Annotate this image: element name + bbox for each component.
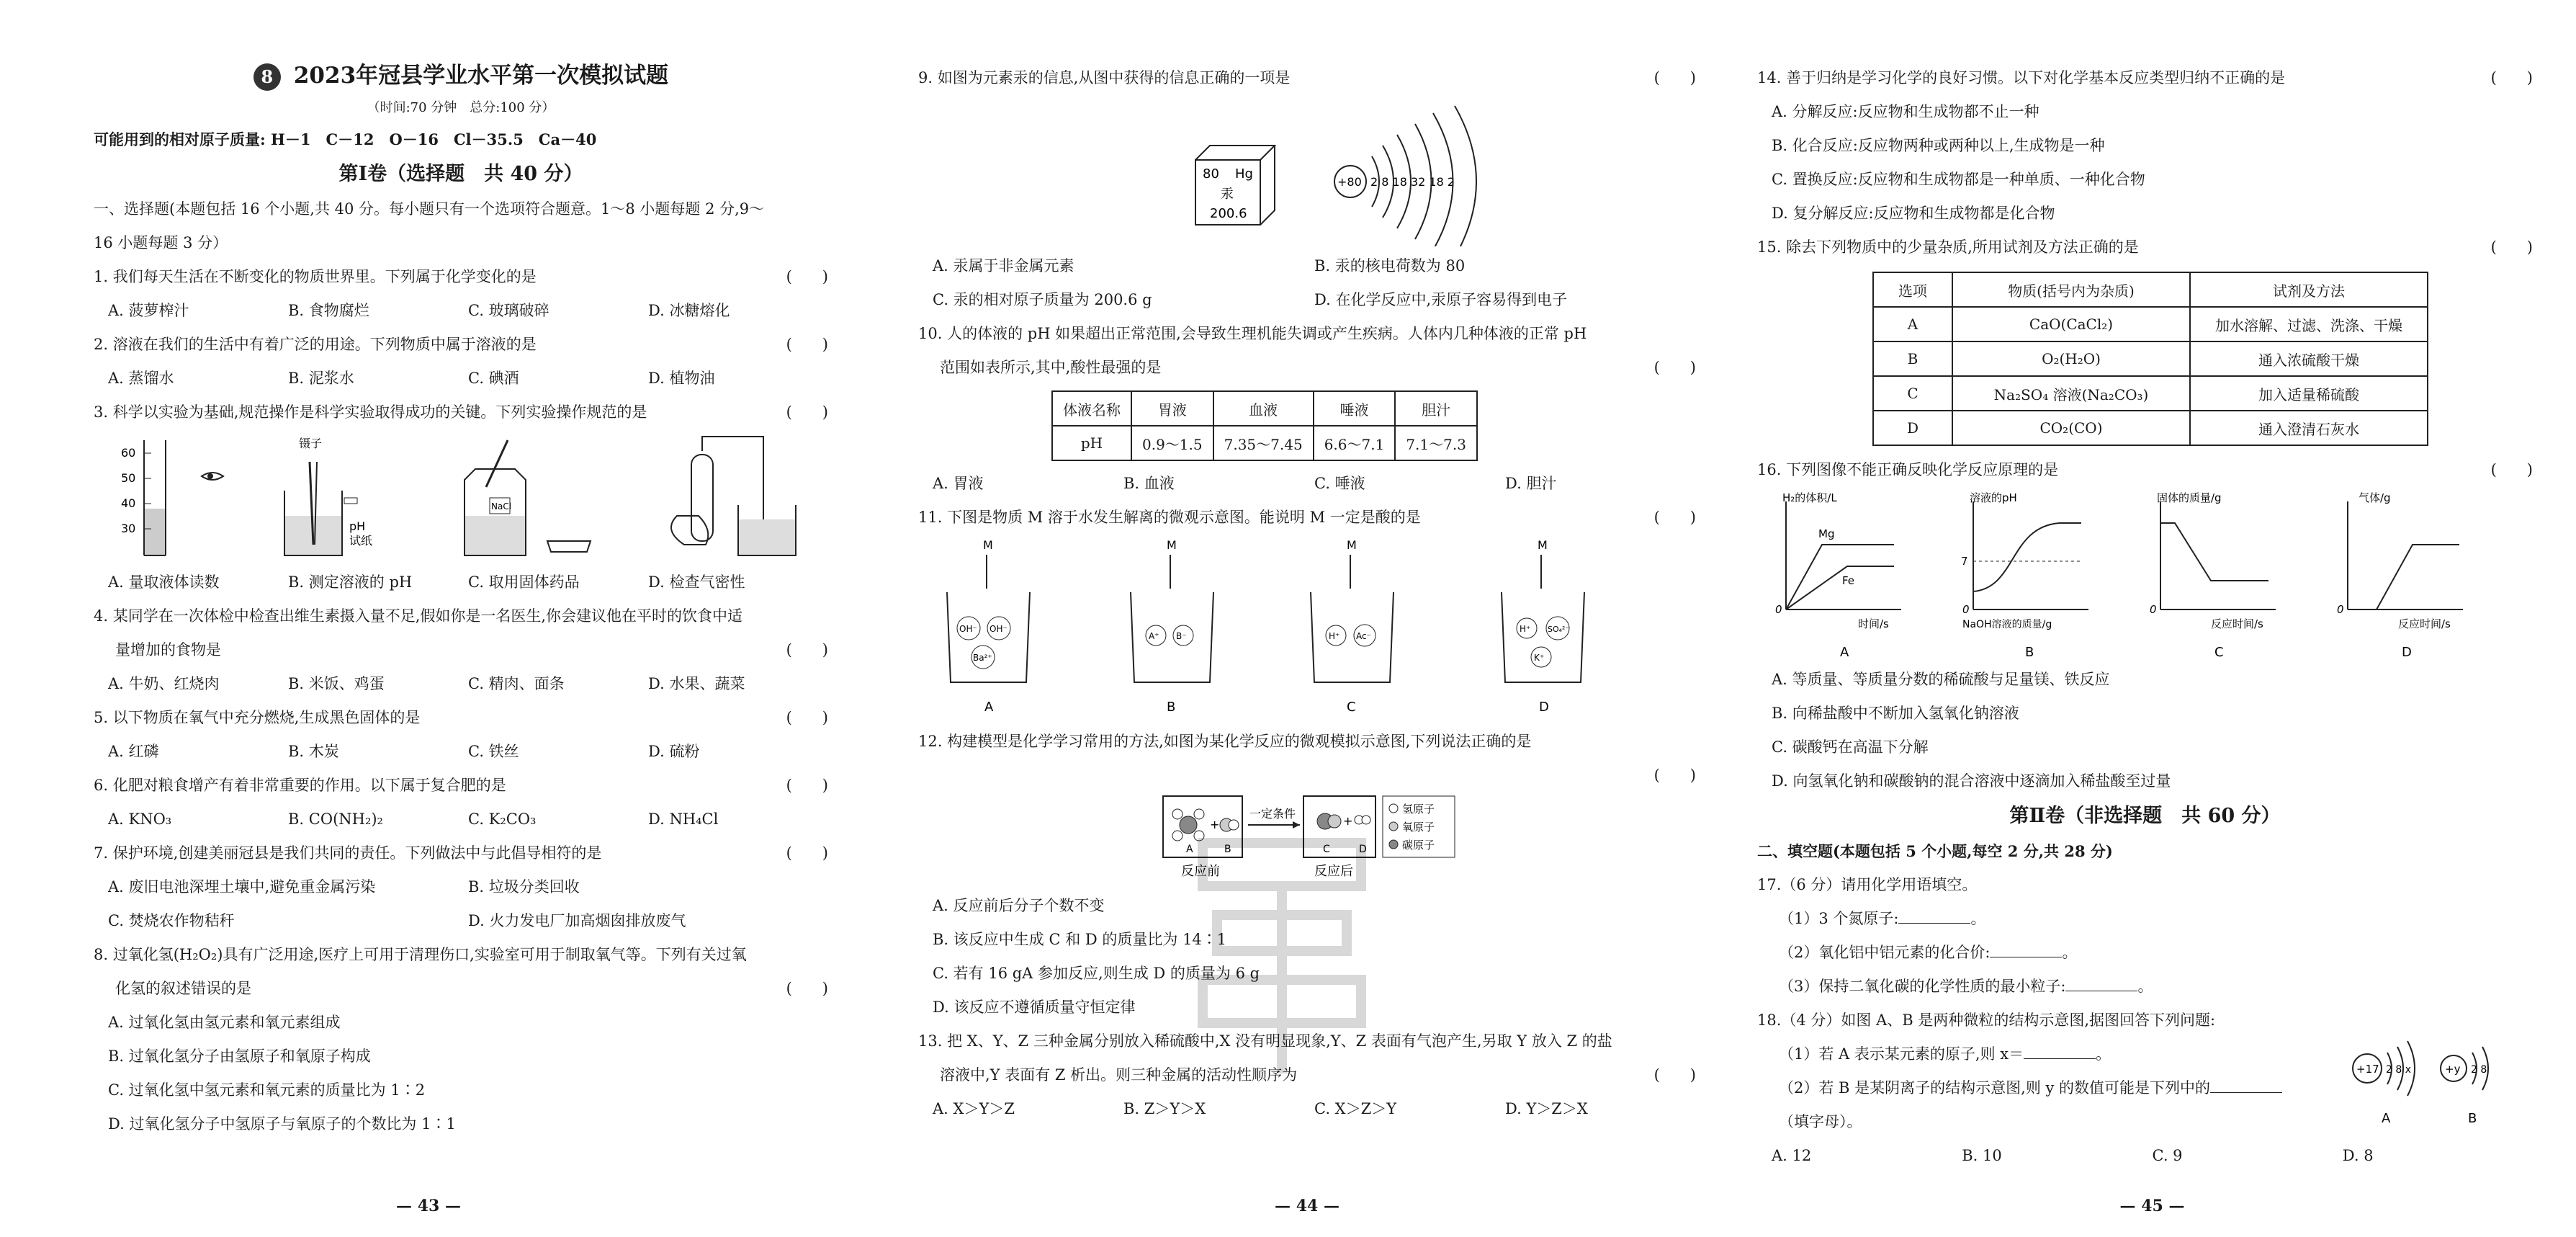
svg-text:C: C (1323, 844, 1330, 855)
question-16-option-b: B. 向稀盐酸中不断加入氢氧化钠溶液 (1772, 705, 2019, 722)
question-14-option-b: B. 化合反应:反应物两种或两种以上,生成物是一种 (1772, 137, 2105, 154)
table-row: D CO₂(CO) 通入澄清石灰水 (1873, 411, 2428, 445)
question-7-options-cd: C. 焚烧农作物秸秆 D. 火力发电厂加高烟囱排放废气 (108, 912, 686, 929)
exam-title: 8 2023年冠县学业水平第一次模拟试题 (94, 58, 828, 94)
atom-legend (1383, 796, 1455, 857)
section-2-intro: 二、填空题(本题包括 5 个小题,每空 2 分,共 28 分) (1757, 842, 2113, 860)
svg-text:B⁻: B⁻ (1176, 631, 1187, 641)
question-5: 5. 以下物质在氧气中充分燃烧,生成黑色固体的是 ( ) (94, 709, 828, 726)
svg-text:B: B (1167, 700, 1176, 715)
section-1-heading: 第Ⅰ卷（选择题 共 40 分） (338, 163, 583, 185)
question-13-cont: 溶液中,Y 表面有 Z 析出。则三种金属的活动性顺序为 ( ) (940, 1066, 1696, 1084)
question-18-part-2: （2）若 B 是某阴离子的结构示意图,则 y 的数值可能是下列中的 (1757, 1071, 2533, 1105)
svg-text:Ac⁻: Ac⁻ (1356, 631, 1371, 641)
question-12: 12. 构建模型是化学学习常用的方法,如图为某化学反应的微观模拟示意图,下列说法正确的是 (918, 733, 1532, 750)
svg-text:+17: +17 (2356, 1063, 2379, 1076)
svg-text:A: A (2382, 1111, 2391, 1126)
answer-blank[interactable] (1990, 941, 2062, 957)
question-14-option-c: C. 置换反应:反应物和生成物都是一种单质、一种化合物 (1772, 171, 2145, 188)
question-5-options: A. 红磷 B. 木炭 C. 铁丝 D. 硫粉 (108, 743, 700, 760)
graph-d (2337, 491, 2463, 660)
svg-text:A: A (984, 700, 994, 715)
svg-text:+y: +y (2445, 1063, 2461, 1076)
exam-number-badge: 8 (253, 63, 281, 91)
section-2-heading: 第Ⅱ卷（非选择题 共 60 分） (2009, 805, 2281, 827)
cylinder-reading-diagram (121, 440, 223, 555)
svg-text:A: A (1186, 844, 1193, 855)
dissociation-beakers-figure (918, 535, 1696, 722)
question-8-option-b: B. 过氧化氢分子由氢原子和氧原子构成 (108, 1048, 371, 1065)
svg-text:+80: +80 (1337, 175, 1362, 189)
structure-a (2353, 1041, 2415, 1126)
svg-text:Fe: Fe (1842, 574, 1855, 587)
question-7: 7. 保护环境,创建美丽冠县是我们共同的责任。下列做法中与此倡导相符的是 ( ) (94, 844, 828, 862)
table-header-row: 体液名称 胃液 血液 唾液 胆汁 (1052, 391, 1477, 426)
question-8-cont: 化氢的叙述错误的是 ( ) (115, 980, 828, 997)
svg-text:反应后: 反应后 (1314, 864, 1353, 879)
svg-text:0: 0 (1775, 603, 1782, 616)
svg-text:50: 50 (121, 471, 136, 485)
svg-text:200.6: 200.6 (1210, 206, 1247, 221)
svg-text:镊子: 镊子 (299, 437, 323, 450)
question-2-options: A. 蒸馏水 B. 泥浆水 C. 碘酒 D. 植物油 (108, 370, 715, 387)
mercury-atom-structure (1334, 106, 1476, 246)
answer-blank[interactable] (2024, 1042, 2096, 1059)
svg-text:Mg: Mg (1818, 527, 1835, 540)
svg-text:C: C (2214, 645, 2224, 660)
beaker-b (1131, 538, 1213, 715)
question-16-option-d: D. 向氢氧化钠和碳酸钠的混合溶液中逐滴加入稀盐酸至过量 (1772, 772, 2171, 790)
table-row: B O₂(H₂O) 通入浓硫酸干燥 (1873, 341, 2428, 376)
question-12-option-b: B. 该反应中生成 C 和 D 的质量比为 14∶1 (933, 931, 1227, 948)
question-14: 14. 善于归纳是学习化学的良好习惯。以下对化学基本反应类型归纳不正确的是 ( ) (1757, 69, 2533, 86)
svg-text:B: B (1224, 844, 1231, 855)
question-11: 11. 下图是物质 M 溶于水发生解离的微观示意图。能说明 M 一定是酸的是 ( ) (918, 509, 1696, 526)
svg-text:D: D (2402, 645, 2412, 660)
table-row: A CaO(CaCl₂) 加水溶解、过滤、洗涤、干燥 (1873, 307, 2428, 341)
answer-blank[interactable] (2065, 975, 2137, 991)
svg-text:M: M (1347, 538, 1357, 552)
svg-text:OH⁻: OH⁻ (959, 624, 977, 634)
airtightness-diagram (671, 437, 796, 555)
svg-text:D: D (1539, 700, 1549, 715)
question-8-option-d: D. 过氧化氢分子中氢原子与氧原子的个数比为 1∶1 (108, 1115, 456, 1133)
svg-text:M: M (1167, 538, 1177, 552)
graph-c (2150, 491, 2276, 660)
watermark-logo (1188, 836, 1375, 1081)
svg-text:一定条件: 一定条件 (1249, 807, 1296, 821)
svg-text:NaOH溶液的质量/g: NaOH溶液的质量/g (1962, 619, 2052, 630)
question-15: 15. 除去下列物质中的少量杂质,所用试剂及方法正确的是 ( ) (1757, 238, 2533, 256)
page-45 (1728, 0, 2576, 1237)
svg-text:H⁺: H⁺ (1329, 631, 1340, 641)
question-4-cont: 量增加的食物是 ( ) (115, 641, 828, 658)
question-13-options: A. X＞Y＞Z B. Z＞Y＞X C. X＞Z＞Y D. Y＞Z＞X (933, 1100, 1588, 1117)
beaker-d (1502, 538, 1584, 715)
svg-text:H₂的体积/L: H₂的体积/L (1782, 491, 1837, 504)
svg-text:+: + (1210, 818, 1220, 831)
question-7-options-ab: A. 废旧电池深埋土壤中,避免重金属污染 B. 垃圾分类回收 (108, 878, 580, 896)
svg-text:2 8 18 32 18 2: 2 8 18 32 18 2 (1370, 175, 1455, 189)
question-12-option-a: A. 反应前后分子个数不变 (933, 897, 1105, 914)
svg-text:碳原子: 碳原子 (1402, 839, 1435, 852)
question-6-options: A. KNO₃ B. CO(NH₂)₂ C. K₂CO₃ D. NH₄Cl (108, 810, 719, 828)
question-18: 18.（4 分）如图 A、B 是两种微粒的结构示意图,据图回答下列问题: (1757, 1012, 2216, 1029)
svg-text:M: M (983, 538, 993, 552)
element-card (1195, 146, 1275, 225)
solid-reagent-diagram (465, 440, 591, 555)
question-9-options-ab: A. 汞属于非金属元素 B. 汞的核电荷数为 80 (933, 257, 1466, 274)
svg-text:时间/s: 时间/s (1858, 617, 1889, 630)
atomic-masses: 可能用到的相对原子质量: H－1 C－12 O－16 Cl－35.5 Ca－40 (94, 130, 597, 148)
question-8-option-a: A. 过氧化氢由氢元素和氧元素组成 (108, 1014, 341, 1031)
question-17-part-3: （3）保持二氧化碳的化学性质的最小粒子: 。 (1757, 970, 2533, 1004)
svg-text:SO₄²⁻: SO₄²⁻ (1548, 625, 1570, 634)
question-4: 4. 某同学在一次体检中检查出维生素摄入量不足,假如你是一名医生,你会建议他在平时的饮食中适 (94, 607, 743, 625)
svg-text:40: 40 (121, 496, 136, 510)
svg-text:B: B (2468, 1111, 2477, 1126)
page-number: — 43 — (396, 1197, 461, 1215)
svg-text:Hg: Hg (1235, 166, 1253, 182)
question-2: 2. 溶液在我们的生活中有着广泛的用途。下列物质中属于溶液的是 ( ) (94, 336, 828, 353)
svg-text:60: 60 (121, 446, 136, 460)
structure-b (2441, 1047, 2488, 1126)
svg-text:2 8: 2 8 (2471, 1064, 2487, 1076)
question-12-paren: ( ) (1653, 767, 1696, 784)
question-17: 17.（6 分）请用化学用语填空。 (1757, 876, 1978, 893)
svg-text:OH⁻: OH⁻ (989, 624, 1007, 634)
svg-text:0: 0 (2150, 603, 2157, 616)
section-1-intro: 一、选择题(本题包括 16 个小题,共 40 分。每小题只有一个选项符合题意。1～8 小题每题 2 分,9～ (94, 200, 765, 218)
question-16-option-c: C. 碳酸钙在高温下分解 (1772, 738, 1929, 756)
svg-text:A: A (1840, 645, 1849, 660)
impurity-removal-table (1872, 272, 2428, 446)
page-43 (0, 0, 857, 1237)
section-1-intro-cont: 16 小题每题 3 分） (94, 234, 228, 251)
question-18-part-1: （1）若 A 表示某元素的原子,则 x＝ 。 (1757, 1037, 2533, 1071)
question-12-option-c: C. 若有 16 gA 参加反应,则生成 D 的质量为 6 g (933, 965, 1260, 982)
question-8-option-c: C. 过氧化氢中氢元素和氧元素的质量比为 1∶2 (108, 1081, 426, 1099)
question-14-option-a: A. 分解反应:反应物和生成物都不止一种 (1772, 103, 2039, 120)
ph-test-diagram (284, 437, 372, 555)
question-18-block (1757, 1004, 2533, 1139)
question-10-options: A. 胃液 B. 血液 C. 唾液 D. 胆汁 (933, 475, 1557, 492)
question-10: 10. 人的体液的 pH 如果超出正常范围,会导致生理机能失调或产生疾病。人体内几种体液的正常 pH (918, 325, 1587, 342)
svg-text:Ba²⁺: Ba²⁺ (973, 653, 992, 663)
svg-text:反应时间/s: 反应时间/s (2398, 617, 2451, 630)
svg-text:7: 7 (1961, 555, 1968, 568)
question-12-option-d: D. 该反应不遵循质量守恒定律 (933, 999, 1136, 1016)
svg-text:氢原子: 氢原子 (1402, 803, 1435, 816)
question-14-option-d: D. 复分解反应:反应物和生成物都是化合物 (1772, 205, 2055, 222)
question-17-part-1: （1）3 个氮原子: 。 (1757, 902, 2533, 936)
table-row: pH 0.9～1.5 7.35～7.45 6.6～7.1 7.1～7.3 (1052, 426, 1477, 460)
svg-text:反应前: 反应前 (1181, 864, 1220, 879)
svg-text:+: + (1343, 814, 1353, 828)
svg-text:B: B (2025, 645, 2034, 660)
table-header-row: 选项 物质(括号内为杂质) 试剂及方法 (1873, 272, 2428, 307)
svg-text:固体的质量/g: 固体的质量/g (2157, 491, 2222, 504)
table-row: C Na₂SO₄ 溶液(Na₂CO₃) 加入适量稀硫酸 (1873, 376, 2428, 411)
question-8: 8. 过氧化氢(H₂O₂)具有广泛用途,医疗上可用于清理伤口,实验室可用于制取氧气等。下列有关过氧 (94, 946, 747, 963)
svg-text:A⁺: A⁺ (1149, 631, 1159, 641)
question-10-cont: 范围如表所示,其中,酸性最强的是 ( ) (940, 359, 1696, 376)
svg-text:pH: pH (349, 519, 366, 533)
beaker-a (947, 538, 1030, 715)
page-number: — 45 — (2119, 1197, 2185, 1215)
graph-a (1775, 491, 1901, 660)
answer-blank[interactable] (2210, 1076, 2282, 1093)
answer-blank[interactable] (1898, 907, 1970, 924)
svg-text:试纸: 试纸 (349, 534, 373, 548)
beaker-c (1311, 538, 1394, 715)
question-16: 16. 下列图像不能正确反映化学反应原理的是 ( ) (1757, 461, 2533, 478)
svg-text:反应时间/s: 反应时间/s (2211, 617, 2263, 630)
reaction-graphs-figure (1757, 487, 2533, 660)
svg-text:H⁺: H⁺ (1520, 624, 1531, 634)
svg-text:氧原子: 氧原子 (1402, 821, 1435, 834)
question-3-figure (94, 429, 828, 563)
question-6: 6. 化肥对粮食增产有着非常重要的作用。以下属于复合肥的是 ( ) (94, 777, 828, 794)
page-number: — 44 — (1275, 1197, 1339, 1215)
graph-b (1961, 491, 2088, 660)
svg-text:汞: 汞 (1221, 187, 1234, 202)
mercury-element-figure (918, 95, 1696, 246)
svg-text:K⁺: K⁺ (1534, 653, 1545, 663)
question-1: 1. 我们每天生活在不断变化的物质世界里。下列属于化学变化的是 ( ) (94, 268, 828, 285)
question-1-options: A. 菠萝榨汁 B. 食物腐烂 C. 玻璃破碎 D. 冰糖熔化 (108, 302, 730, 319)
question-3-options: A. 量取液体读数 B. 测定溶液的 pH C. 取用固体药品 D. 检查气密性 (108, 573, 745, 591)
svg-text:80: 80 (1203, 166, 1219, 182)
ion-structure-figure (2338, 1025, 2526, 1133)
svg-text:30: 30 (121, 522, 136, 535)
question-17-part-2: （2）氧化铝中铝元素的化合价: 。 (1757, 936, 2533, 970)
question-18-options: A. 12 B. 10 C. 9 D. 8 (1772, 1147, 2374, 1164)
question-3: 3. 科学以实验为基础,规范操作是科学实验取得成功的关键。下列实验操作规范的是 ( ) (94, 403, 828, 421)
question-16-option-a: A. 等质量、等质量分数的稀硫酸与足量镁、铁反应 (1772, 671, 2110, 688)
body-fluid-ph-table (1051, 390, 1478, 461)
svg-text:2 8 x: 2 8 x (2386, 1064, 2411, 1076)
svg-text:C: C (1347, 700, 1356, 715)
question-18-part-2-cont: （填字母）。 (1779, 1113, 1862, 1130)
svg-text:溶液的pH: 溶液的pH (1970, 491, 2017, 504)
svg-text:M: M (1538, 538, 1548, 552)
svg-text:NaCl: NaCl (491, 501, 512, 512)
question-4-options: A. 牛奶、红烧肉 B. 米饭、鸡蛋 C. 精肉、面条 D. 水果、蔬菜 (108, 675, 745, 692)
svg-text:0: 0 (2337, 603, 2344, 616)
exam-subtitle: （时间:70 分钟 总分:100 分） (367, 100, 555, 115)
question-9: 9. 如图为元素汞的信息,从图中获得的信息正确的一项是 ( ) (918, 69, 1696, 86)
question-9-options-cd: C. 汞的相对原子质量为 200.6 g D. 在化学反应中,汞原子容易得到电子 (933, 291, 1568, 308)
svg-text:气体/g: 气体/g (2359, 491, 2391, 504)
svg-text:0: 0 (1962, 603, 1970, 616)
svg-text:D: D (1359, 844, 1367, 855)
question-13: 13. 把 X、Y、Z 三种金属分别放入稀硫酸中,X 没有明显现象,Y、Z 表面有气泡产生,另取 Y 放入 Z 的盐 (918, 1032, 1612, 1050)
